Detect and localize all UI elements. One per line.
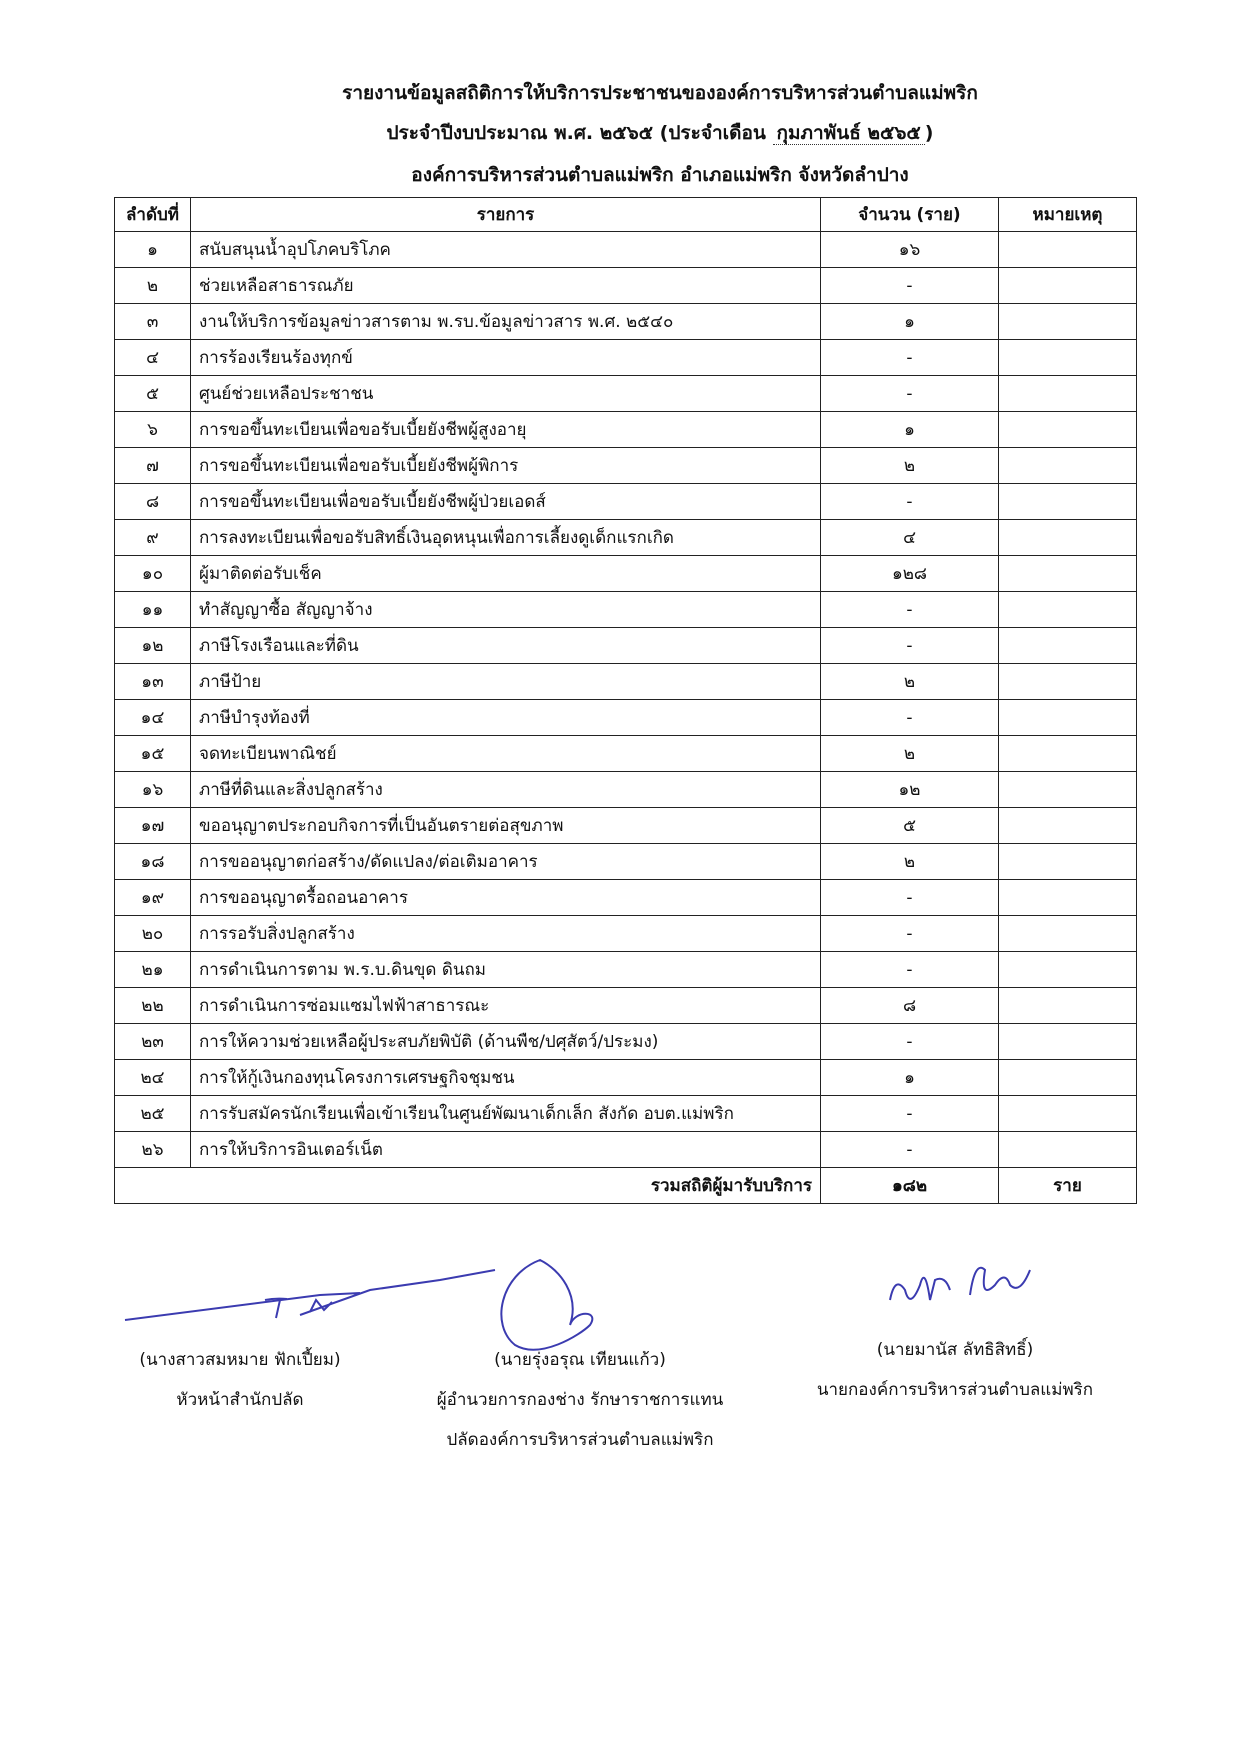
row-count: ๒ xyxy=(821,736,999,772)
row-count: - xyxy=(821,484,999,520)
row-note xyxy=(999,376,1137,412)
row-item: การขอขึ้นทะเบียนเพื่อขอรับเบี้ยยังชีพผู้ป่วยเอดส์ xyxy=(191,484,821,520)
row-no: ๒๐ xyxy=(115,916,191,952)
row-note xyxy=(999,1060,1137,1096)
total-blank-cell xyxy=(115,1168,191,1204)
signer-title-right: นายกองค์การบริหารส่วนตำบลแม่พริก xyxy=(816,1380,1094,1400)
row-item: งานให้บริการข้อมูลข่าวสารตาม พ.รบ.ข้อมูลข่าวสาร พ.ศ. ๒๕๔๐ xyxy=(191,304,821,340)
row-count: ๘ xyxy=(821,988,999,1024)
row-note xyxy=(999,556,1137,592)
row-no: ๑๕ xyxy=(115,736,191,772)
table-row xyxy=(115,700,1137,736)
row-item: การให้ความช่วยเหลือผู้ประสบภัยพิบัติ (ด้านพืช/ปศุสัตว์/ประมง) xyxy=(191,1024,821,1060)
row-item: การรับสมัครนักเรียนเพื่อเข้าเรียนในศูนย์พัฒนาเด็กเล็ก สังกัด อบต.แม่พริก xyxy=(191,1096,821,1132)
signer-name-center: (นายรุ่งอรุณ เทียนแก้ว) xyxy=(494,1350,666,1370)
row-count: ๑๒๘ xyxy=(821,556,999,592)
signer-title-center-2: ปลัดองค์การบริหารส่วนตำบลแม่พริก xyxy=(446,1430,714,1450)
row-item: การขอขึ้นทะเบียนเพื่อขอรับเบี้ยยังชีพผู้พิการ xyxy=(191,448,821,484)
table-row xyxy=(115,232,1137,268)
row-count: - xyxy=(821,952,999,988)
row-item: ภาษีป้าย xyxy=(191,664,821,700)
row-no: ๔ xyxy=(115,340,191,376)
row-count: - xyxy=(821,592,999,628)
table-row xyxy=(115,988,1137,1024)
row-item: ศูนย์ช่วยเหลือประชาชน xyxy=(191,376,821,412)
row-no: ๑๔ xyxy=(115,700,191,736)
row-count: - xyxy=(821,340,999,376)
row-item: การขออนุญาตรื้อถอนอาคาร xyxy=(191,880,821,916)
row-item: การดำเนินการตาม พ.ร.บ.ดินขุด ดินถม xyxy=(191,952,821,988)
table-row xyxy=(115,1024,1137,1060)
row-count: ๑๒ xyxy=(821,772,999,808)
table-row xyxy=(115,448,1137,484)
row-note xyxy=(999,340,1137,376)
row-item: การดำเนินการซ่อมแซมไฟฟ้าสาธารณะ xyxy=(191,988,821,1024)
row-count: - xyxy=(821,700,999,736)
row-note xyxy=(999,412,1137,448)
row-no: ๖ xyxy=(115,412,191,448)
row-count: - xyxy=(821,1024,999,1060)
total-row xyxy=(115,1168,1137,1204)
row-count: - xyxy=(821,376,999,412)
table-row xyxy=(115,844,1137,880)
row-count: ๑ xyxy=(821,304,999,340)
row-no: ๑๐ xyxy=(115,556,191,592)
row-item: ช่วยเหลือสาธารณภัย xyxy=(191,268,821,304)
row-no: ๑๒ xyxy=(115,628,191,664)
table-row xyxy=(115,520,1137,556)
service-statistics-table xyxy=(114,197,1137,1204)
row-note xyxy=(999,772,1137,808)
row-item: การรอรับสิ่งปลูกสร้าง xyxy=(191,916,821,952)
row-note xyxy=(999,448,1137,484)
row-item: สนับสนุนน้ำอุปโภคบริโภค xyxy=(191,232,821,268)
row-count: ๒ xyxy=(821,664,999,700)
row-item: การร้องเรียนร้องทุกข์ xyxy=(191,340,821,376)
total-label: รวมสถิติผู้มารับบริการ xyxy=(191,1168,821,1204)
table-row xyxy=(115,808,1137,844)
table-row xyxy=(115,952,1137,988)
row-count: ๒ xyxy=(821,448,999,484)
table-row xyxy=(115,1060,1137,1096)
report-title: รายงานข้อมูลสถิติการให้บริการประชาชนขององค์การบริหารส่วนตำบลแม่พริก xyxy=(342,82,978,104)
table-row xyxy=(115,736,1137,772)
row-item: การขออนุญาตก่อสร้าง/ดัดแปลง/ต่อเติมอาคาร xyxy=(191,844,821,880)
table-row xyxy=(115,1132,1137,1168)
signer-name-left: (นางสาวสมหมาย ฟักเปี้ยม) xyxy=(139,1350,341,1370)
signer-name-right: (นายมานัส ลัทธิสิทธิ์) xyxy=(876,1340,1034,1360)
row-note xyxy=(999,988,1137,1024)
row-item: จดทะเบียนพาณิชย์ xyxy=(191,736,821,772)
row-no: ๒๒ xyxy=(115,988,191,1024)
total-count: ๑๘๒ xyxy=(821,1168,999,1204)
row-note xyxy=(999,304,1137,340)
row-note xyxy=(999,484,1137,520)
row-no: ๑๓ xyxy=(115,664,191,700)
row-note xyxy=(999,736,1137,772)
row-note xyxy=(999,844,1137,880)
table-row xyxy=(115,592,1137,628)
row-item: การลงทะเบียนเพื่อขอรับสิทธิ์เงินอุดหนุนเพื่อการเลี้ยงดูเด็กแรกเกิด xyxy=(191,520,821,556)
row-no: ๑๑ xyxy=(115,592,191,628)
table-row xyxy=(115,916,1137,952)
row-no: ๑๖ xyxy=(115,772,191,808)
table-body xyxy=(115,232,1137,1168)
row-no: ๓ xyxy=(115,304,191,340)
row-item: ภาษีโรงเรือนและที่ดิน xyxy=(191,628,821,664)
row-no: ๗ xyxy=(115,448,191,484)
header-no: ลำดับที่ xyxy=(115,198,191,232)
signer-title-center: ผู้อำนวยการกองช่าง รักษาราชการแทน xyxy=(436,1390,724,1410)
table-row xyxy=(115,664,1137,700)
row-item: การให้บริการอินเตอร์เน็ต xyxy=(191,1132,821,1168)
row-item: ขออนุญาตประกอบกิจการที่เป็นอันตรายต่อสุขภาพ xyxy=(191,808,821,844)
row-item: ภาษีที่ดินและสิ่งปลูกสร้าง xyxy=(191,772,821,808)
row-count: - xyxy=(821,916,999,952)
row-item: ภาษีบำรุงท้องที่ xyxy=(191,700,821,736)
row-no: ๒๖ xyxy=(115,1132,191,1168)
row-count: - xyxy=(821,880,999,916)
report-month: กุมภาพันธ์ ๒๕๖๕ xyxy=(773,122,925,145)
table-row xyxy=(115,340,1137,376)
row-count: ๑ xyxy=(821,412,999,448)
row-note xyxy=(999,232,1137,268)
signer-title-left: หัวหน้าสำนักปลัด xyxy=(176,1390,304,1410)
row-note xyxy=(999,700,1137,736)
row-no: ๘ xyxy=(115,484,191,520)
row-note xyxy=(999,664,1137,700)
row-note xyxy=(999,916,1137,952)
header-count: จำนวน (ราย) xyxy=(821,198,999,232)
row-note xyxy=(999,880,1137,916)
row-count: ๒ xyxy=(821,844,999,880)
row-note xyxy=(999,1024,1137,1060)
table-row xyxy=(115,304,1137,340)
row-note xyxy=(999,268,1137,304)
signature-block-center xyxy=(400,1258,760,1460)
table-row xyxy=(115,628,1137,664)
row-note xyxy=(999,808,1137,844)
table-row xyxy=(115,556,1137,592)
row-note xyxy=(999,628,1137,664)
row-count: ๑๖ xyxy=(821,232,999,268)
row-count: ๑ xyxy=(821,1060,999,1096)
row-count: - xyxy=(821,1132,999,1168)
row-no: ๒๔ xyxy=(115,1060,191,1096)
row-item: ทำสัญญาซื้อ สัญญาจ้าง xyxy=(191,592,821,628)
row-no: ๒๓ xyxy=(115,1024,191,1060)
row-item: การขอขึ้นทะเบียนเพื่อขอรับเบี้ยยังชีพผู้สูงอายุ xyxy=(191,412,821,448)
table-row xyxy=(115,880,1137,916)
total-unit: ราย xyxy=(999,1168,1137,1204)
table-row xyxy=(115,772,1137,808)
row-no: ๑๙ xyxy=(115,880,191,916)
row-count: ๔ xyxy=(821,520,999,556)
table-row xyxy=(115,484,1137,520)
row-no: ๒ xyxy=(115,268,191,304)
organization-line: องค์การบริหารส่วนตำบลแม่พริก อำเภอแม่พริก จังหวัดลำปาง xyxy=(411,164,909,186)
table-row xyxy=(115,412,1137,448)
header-item: รายการ xyxy=(191,198,821,232)
row-no: ๑๗ xyxy=(115,808,191,844)
row-note xyxy=(999,520,1137,556)
row-no: ๒๑ xyxy=(115,952,191,988)
fiscal-year-label: ประจำปีงบประมาณ พ.ศ. ๒๕๖๕ (ประจำเดือน xyxy=(386,122,766,144)
row-note xyxy=(999,952,1137,988)
fiscal-year-close: ) xyxy=(924,122,934,144)
header-note: หมายเหตุ xyxy=(999,198,1137,232)
row-note xyxy=(999,592,1137,628)
row-item: ผู้มาติดต่อรับเช็ค xyxy=(191,556,821,592)
row-item: การให้กู้เงินกองทุนโครงการเศรษฐกิจชุมชน xyxy=(191,1060,821,1096)
row-no: ๒๕ xyxy=(115,1096,191,1132)
row-no: ๕ xyxy=(115,376,191,412)
table-row xyxy=(115,268,1137,304)
report-subtitle xyxy=(40,118,1240,148)
row-count: - xyxy=(821,268,999,304)
table-row xyxy=(115,376,1137,412)
row-no: ๙ xyxy=(115,520,191,556)
row-count: - xyxy=(821,628,999,664)
row-note xyxy=(999,1132,1137,1168)
row-no: ๑๘ xyxy=(115,844,191,880)
row-count: ๕ xyxy=(821,808,999,844)
row-no: ๑ xyxy=(115,232,191,268)
signature-block-left xyxy=(110,1258,370,1420)
row-count: - xyxy=(821,1096,999,1132)
table-row xyxy=(115,1096,1137,1132)
table-header-row xyxy=(115,198,1137,232)
row-note xyxy=(999,1096,1137,1132)
signature-block-right xyxy=(790,1258,1120,1410)
